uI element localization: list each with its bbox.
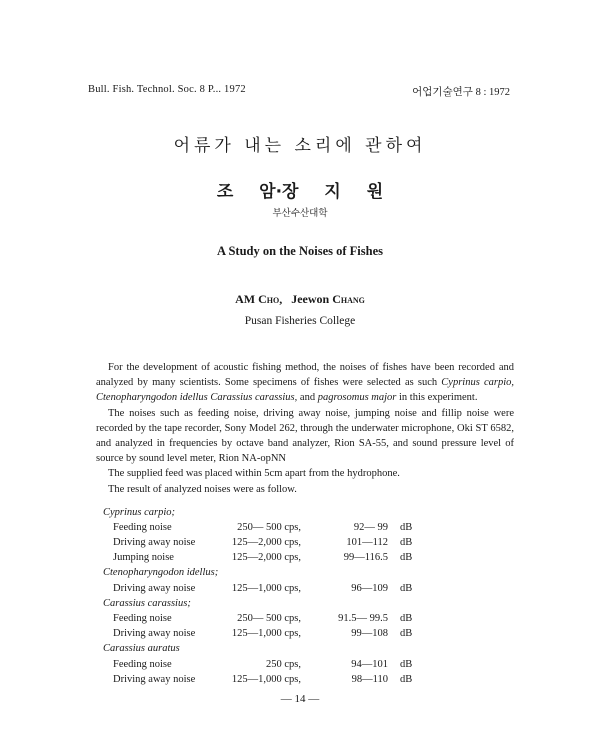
sound-level: 91.5— 99.5	[338, 613, 388, 624]
korean-title: 어류가 내는 소리에 관하여	[173, 136, 427, 156]
noise-label: Driving away noise	[113, 674, 196, 685]
english-authors	[0, 292, 600, 307]
unit-label: dB	[400, 659, 413, 670]
english-affiliation: Pusan Fisheries College	[244, 315, 356, 327]
unit-label: dB	[400, 583, 413, 594]
journal-header-right: 어업기술연구 8 : 1972	[412, 87, 510, 98]
sound-level: 98—110	[351, 674, 388, 685]
noise-label: Feeding noise	[113, 613, 172, 624]
noise-label: Driving away noise	[113, 628, 196, 639]
species-name: Cyprinus carpio,	[441, 377, 514, 389]
abstract-paragraph-3: The supplied feed was placed within 5cm apart from the hydrophone.	[108, 468, 400, 480]
noise-label: Feeding noise	[113, 659, 172, 670]
noise-label: Feeding noise	[113, 522, 172, 533]
abstract	[96, 360, 514, 497]
frequency-range: 250 cps,	[266, 659, 301, 670]
species-name: pagrosomus major	[317, 392, 397, 404]
noise-label: Jumping noise	[113, 552, 174, 563]
unit-label: dB	[400, 613, 413, 624]
korean-authors: 조 암·장 지 원	[216, 182, 384, 202]
noise-label: Driving away noise	[113, 583, 196, 594]
page-number: — 14 —	[280, 693, 320, 705]
unit-label: dB	[400, 537, 413, 548]
unit-label: dB	[400, 522, 413, 533]
frequency-range: 250— 500 cps,	[237, 613, 301, 624]
english-title: A Study on the Noises of Fishes	[217, 244, 383, 258]
frequency-range: 125—2,000 cps,	[231, 537, 301, 548]
species-heading: Carassius carassius;	[103, 598, 191, 609]
frequency-range: 125—1,000 cps,	[231, 628, 301, 639]
author1-first: AM	[235, 292, 256, 306]
sound-level: 99—108	[351, 628, 388, 639]
frequency-range: 250— 500 cps,	[237, 522, 301, 533]
frequency-range: 125—1,000 cps,	[231, 674, 301, 685]
author2-last: Chang	[332, 292, 365, 306]
sound-level: 96—109	[351, 583, 388, 594]
author1-last: Cho,	[258, 292, 283, 306]
sound-level: 99—116.5	[343, 552, 388, 563]
species-name: Carassius carassius,	[210, 392, 298, 404]
species-heading: Ctenopharyngodon idellus;	[103, 567, 219, 578]
frequency-range: 125—2,000 cps,	[231, 552, 301, 563]
species-heading: Cyprinus carpio;	[103, 507, 176, 518]
unit-label: dB	[400, 552, 413, 563]
unit-label: dB	[400, 628, 413, 639]
frequency-range: 125—1,000 cps,	[231, 583, 301, 594]
sound-level: 101—112	[346, 537, 388, 548]
noise-label: Driving away noise	[113, 537, 196, 548]
species-name: Ctenopharyngodon idellus	[96, 392, 208, 404]
sound-level: 92— 99	[353, 522, 388, 533]
sound-level: 94—101	[351, 659, 388, 670]
abstract-paragraph-2: The noises such as feeding noise, driving away noise, jumping noise and fillip noise were recorded by the tape recorder, Sony Model 262, through the underwater microphone, Oki ST 6582, and analyzed in frequencies by octave band analyzer, Rion SA-55, and sound pressure level of source by sound level meter, Rion NA-opNN	[96, 407, 514, 465]
korean-affiliation: 부산수산대학	[272, 208, 328, 219]
abstract-paragraph-4: The result of analyzed noises were as follow.	[108, 483, 297, 495]
journal-header-left: Bull. Fish. Technol. Soc. 8 P... 1972	[88, 84, 246, 95]
species-heading: Carassius auratus	[103, 643, 180, 654]
abstract-paragraph-1: For the development of acoustic fishing method, the noises of fishes have been recorded and analyzed by many scientists. Some specimens of fishes were selected as such Cyprinus carpio, Ctenopharyngodon idellus Carassius carassius, and pagrosomus major in this experiment.	[96, 362, 514, 404]
author2-first: Jeewon	[291, 292, 330, 306]
unit-label: dB	[400, 674, 413, 685]
